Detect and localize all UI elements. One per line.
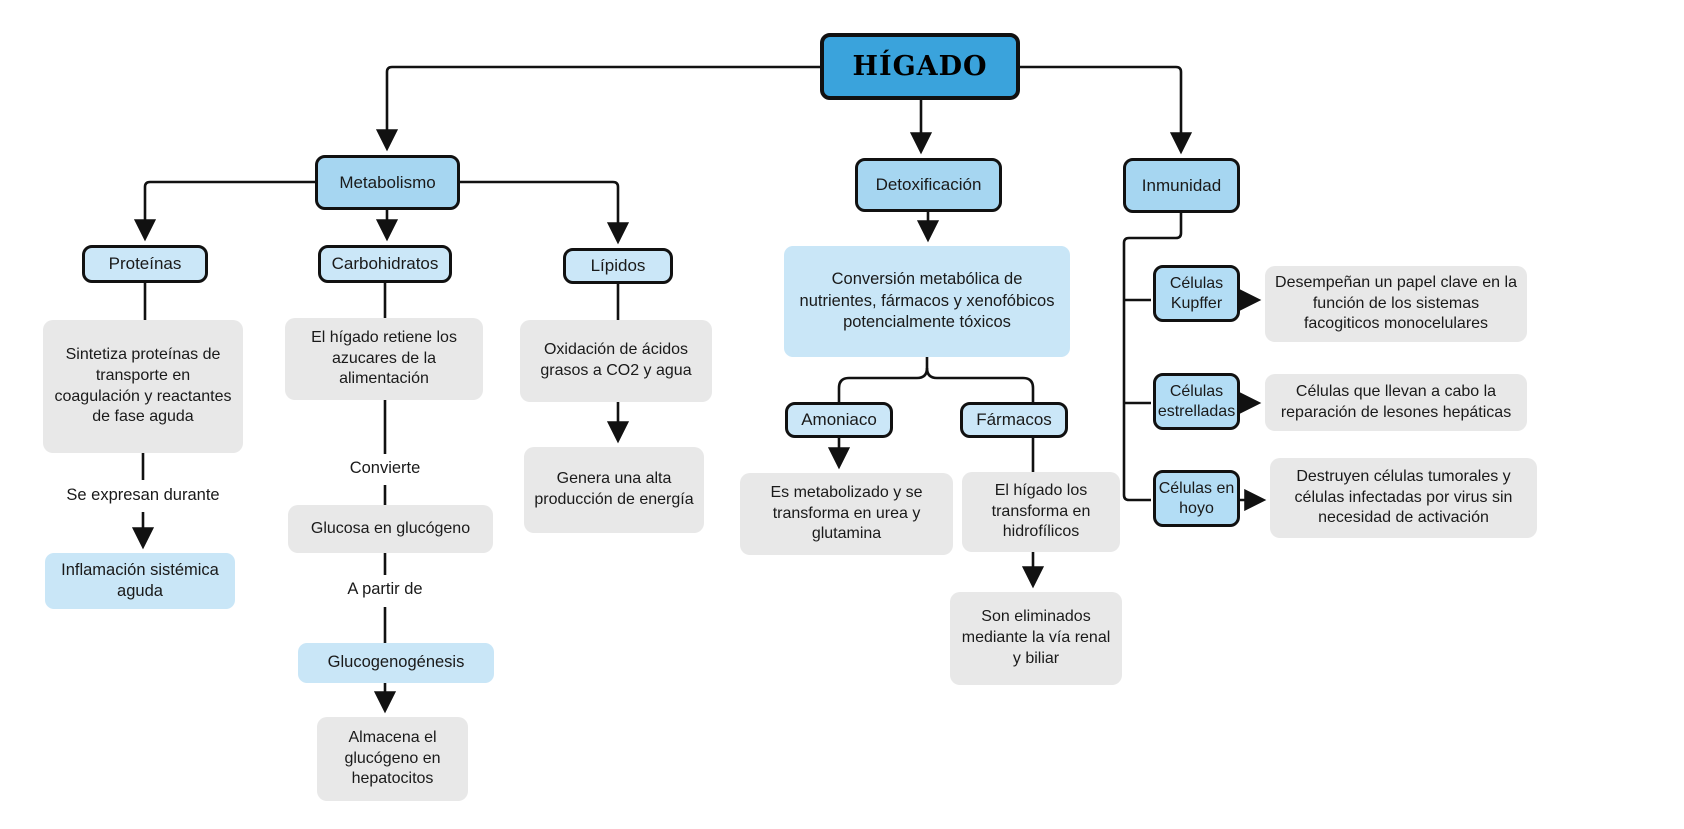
note-oxidacion-acidos: Oxidación de ácidos grasos a CO2 y agua xyxy=(520,320,712,402)
node-celulas-kupffer: Células Kupffer xyxy=(1153,265,1240,322)
node-higado: HÍGADO xyxy=(820,33,1020,100)
edge-inmunidad-spine xyxy=(1124,213,1181,500)
node-celulas-en-hoyo: Células en hoyo xyxy=(1153,470,1240,527)
note-eliminados-renal-biliar: Son eliminados mediante la vía renal y biliar xyxy=(950,592,1122,685)
note-genera-energia: Genera una alta producción de energía xyxy=(524,447,704,533)
note-conversion-metabolica: Conversión metabólica de nutrientes, fármacos y xenofóbicos potencialmente tóxicos xyxy=(784,246,1070,357)
node-inmunidad: Inmunidad xyxy=(1123,158,1240,213)
node-metabolismo: Metabolismo xyxy=(315,155,460,210)
node-carbohidratos: Carbohidratos xyxy=(318,245,452,283)
edge-metabolismo-proteinas xyxy=(145,182,315,238)
note-retiene-azucares: El hígado retiene los azucares de la alimentación xyxy=(285,318,483,400)
node-proteinas: Proteínas xyxy=(82,245,208,283)
node-farmacos: Fármacos xyxy=(960,402,1068,438)
note-transforma-hidrofilicos: El hígado los transforma en hidrofílicos xyxy=(962,472,1120,552)
note-inflamacion-sistemica: Inflamación sistémica aguda xyxy=(45,553,235,609)
edge-label-convierte: Convierte xyxy=(349,459,421,477)
edge-split-farmacos xyxy=(927,368,1033,402)
note-glucosa-glucogeno: Glucosa en glucógeno xyxy=(288,505,493,553)
edge-split-amoniaco xyxy=(839,357,927,402)
edge-label-a-partir-de: A partir de xyxy=(347,580,423,598)
node-celulas-estrelladas: Células estrelladas xyxy=(1153,373,1240,430)
note-kupffer-desc: Desempeñan un papel clave en la función de los sistemas facogiticos monocelulares xyxy=(1265,266,1527,342)
note-metabolizado-urea: Es metabolizado y se transforma en urea y glutamina xyxy=(740,473,953,555)
note-sintetiza-proteinas: Sintetiza proteínas de transporte en coagulación y reactantes de fase aguda xyxy=(43,320,243,453)
note-estrelladas-desc: Células que llevan a cabo la reparación de lesones hepáticas xyxy=(1265,374,1527,431)
node-detoxificacion: Detoxificación xyxy=(855,158,1002,212)
edge-higado-metabolismo xyxy=(387,67,820,148)
node-lipidos: Lípidos xyxy=(563,248,673,284)
edge-label-se-expresan: Se expresan durante xyxy=(66,486,220,504)
node-amoniaco: Amoniaco xyxy=(785,402,893,438)
edge-metabolismo-lipidos xyxy=(460,182,618,241)
note-glucogenogenesis: Glucogenogénesis xyxy=(298,643,494,683)
note-hoyo-desc: Destruyen células tumorales y células infectadas por virus sin necesidad de activación xyxy=(1270,458,1537,538)
edge-higado-inmunidad xyxy=(1020,67,1181,151)
note-almacena-glucogeno: Almacena el glucógeno en hepatocitos xyxy=(317,717,468,801)
